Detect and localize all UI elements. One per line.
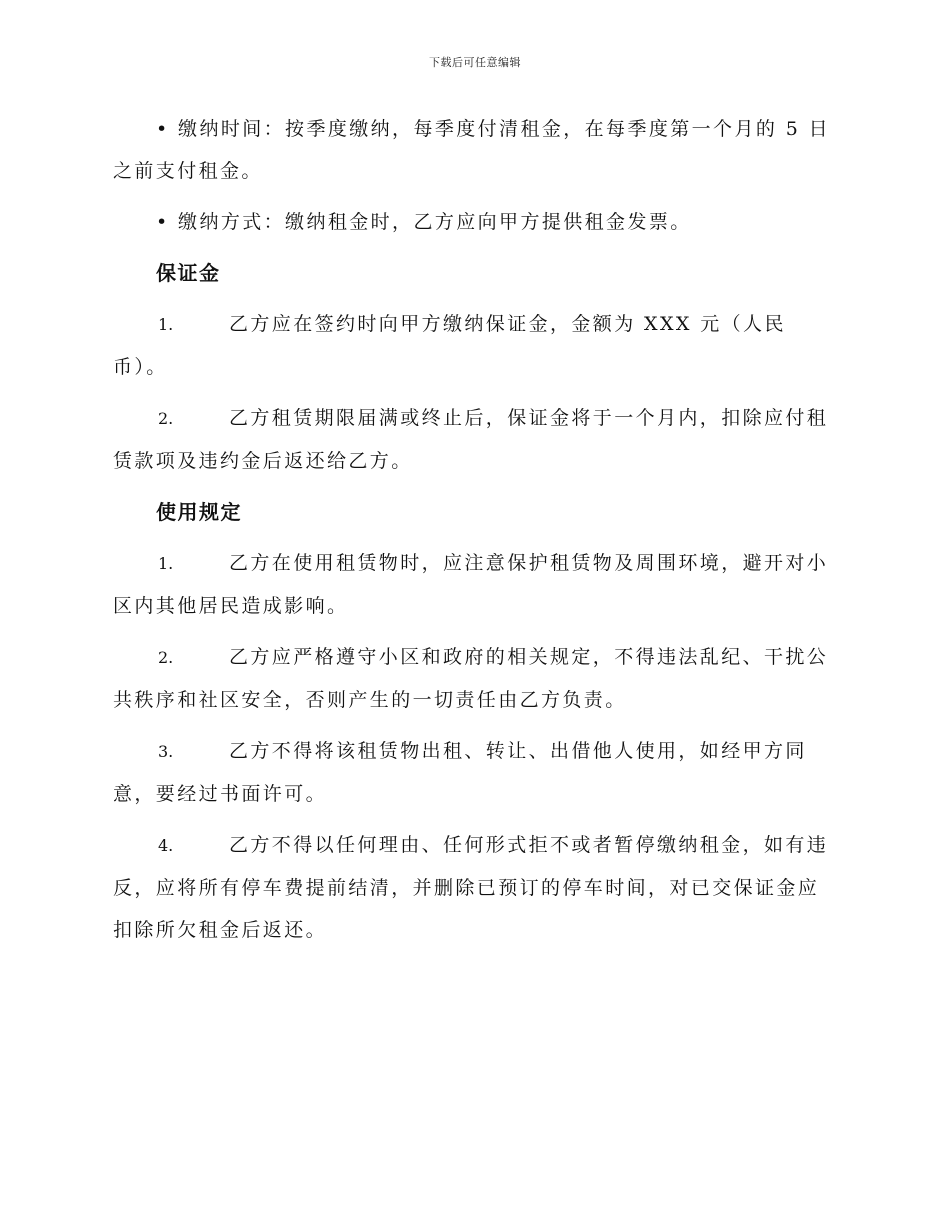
item-number: 1. [158,554,174,573]
usage-heading: 使用规定 [156,500,242,524]
usage-item-4 [113,824,835,951]
usage-item-2 [113,636,835,721]
item-text: 乙方在使用租赁物时，应注意保护租赁物及周围环境，避开对小区内其他居民造成影响。 [113,552,829,617]
item-text: 乙方不得将该租赁物出租、转让、出借他人使用，如经甲方同意，要经过书面许可。 [113,740,807,805]
item-number: 2. [158,648,174,667]
deposit-heading: 保证金 [156,261,221,285]
item-number: 2. [158,409,174,428]
page-header: 下载后可任意编辑 [429,56,521,69]
usage-item-1 [113,542,835,627]
item-text: 乙方应严格遵守小区和政府的相关规定，不得违法乱纪、干扰公共秩序和社区安全，否则产生的一切责任由乙方负责。 [113,646,829,711]
payment-time-bullet: • 缴纳时间：按季度缴纳，每季度付清租金，在每季度第一个月的 5 日之前支付租金。 [113,118,831,182]
item-text: 乙方不得以任何理由、任何形式拒不或者暂停缴纳租金，如有违反，应将所有停车费提前结清，并删除已预订的停车时间，对已交保证金应扣除所欠租金后返还。 [113,834,829,941]
item-number: 3. [158,742,174,761]
item-text: 乙方应在签约时向甲方缴纳保证金，金额为 XXX 元（人民币）。 [113,313,786,378]
deposit-item-2 [113,397,835,482]
item-number: 4. [158,836,174,855]
payment-method-bullet: • 缴纳方式：缴纳租金时，乙方应向甲方提供租金发票。 [156,211,692,233]
item-text: 乙方租赁期限届满或终止后，保证金将于一个月内，扣除应付租赁款项及违约金后返还给乙方。 [113,407,829,472]
document-body [113,108,835,960]
deposit-item-1 [113,303,835,388]
usage-item-3 [113,730,835,815]
item-number: 1. [158,315,174,334]
